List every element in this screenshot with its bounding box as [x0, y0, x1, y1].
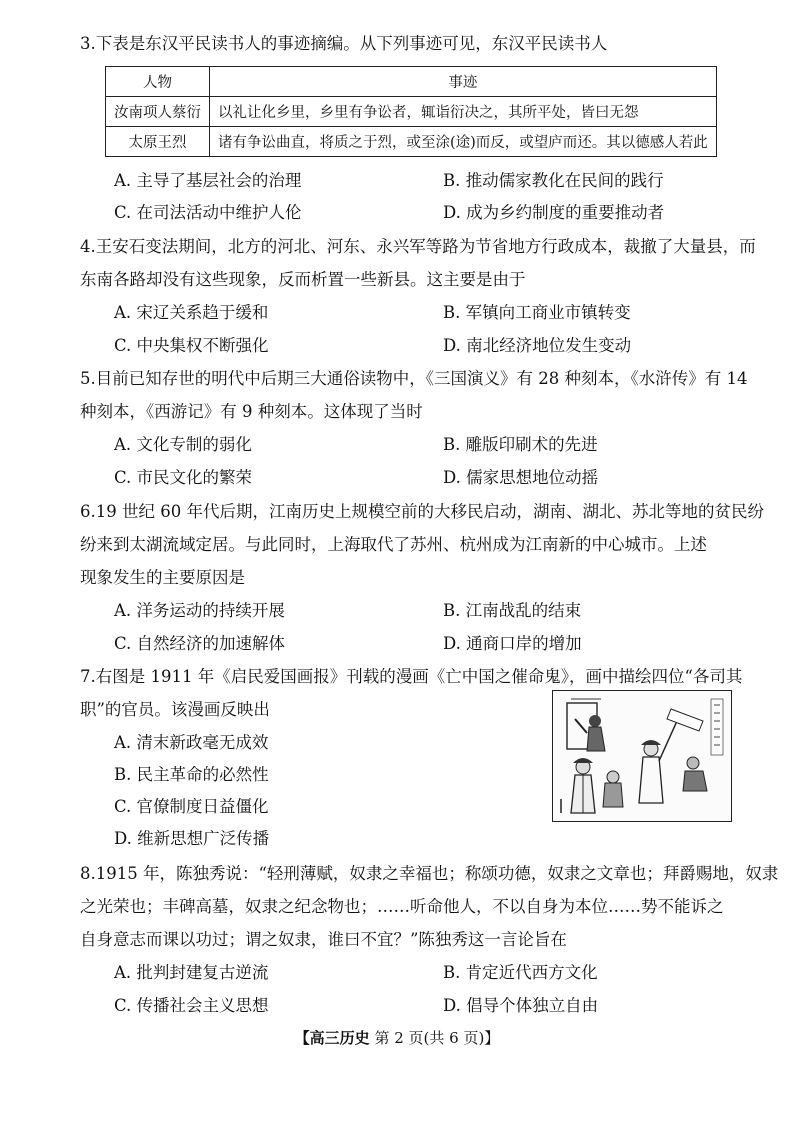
q8-option-c[interactable]: C. 传播社会主义思想	[114, 996, 269, 1015]
q6-option-b[interactable]: B. 江南战乱的结束	[443, 601, 582, 620]
table-cell-person: 汝南项人蔡衍	[106, 97, 210, 127]
footer-subject: 【高三历史	[294, 1029, 370, 1047]
footer-page-number: 第 2 页(共 6 页)】	[374, 1029, 500, 1047]
q7-option-c[interactable]: C. 官僚制度日益僵化	[114, 797, 269, 816]
cartoon-drawing	[553, 691, 731, 821]
q4-option-a[interactable]: A. 宋辽关系趋于缓和	[114, 303, 269, 322]
question-6-stem-line: 6.19 世纪 60 年代后期，江南历史上规模空前的大移民启动，湖南、湖北、苏北等地的贫民纷	[80, 502, 764, 521]
question-8-stem-line: 8.1915 年，陈独秀说：“轻刑薄赋，奴隶之幸福也；称颂功德，奴隶之文章也；拜爵赐地，奴隶	[80, 864, 779, 883]
q7-option-a[interactable]: A. 清末新政毫无成效	[114, 733, 269, 752]
q3-option-d[interactable]: D. 成为乡约制度的重要推动者	[443, 203, 665, 222]
q5-option-b[interactable]: B. 雕版印刷术的先进	[443, 435, 598, 454]
table-cell-person: 太原王烈	[106, 127, 210, 157]
question-4-stem-line: 4.王安石变法期间，北方的河北、河东、永兴军等路为节省地方行政成本，裁撤了大量县，而	[80, 237, 756, 256]
page-footer	[0, 1027, 794, 1048]
q8-option-a[interactable]: A. 批判封建复古逆流	[114, 963, 269, 982]
q5-option-d[interactable]: D. 儒家思想地位动摇	[443, 468, 599, 487]
table-row	[106, 127, 717, 157]
question-6-stem-line: 纷来到太湖流域定居。与此同时，上海取代了苏州、杭州成为江南新的中心城市。上述	[80, 535, 707, 554]
q3-option-a[interactable]: A. 主导了基层社会的治理	[114, 171, 302, 190]
question-5-stem-line: 种刻本，《西游记》有 9 种刻本。这体现了当时	[80, 402, 423, 421]
q4-option-c[interactable]: C. 中央集权不断强化	[114, 336, 269, 355]
table-header-person: 人物	[106, 67, 210, 97]
question-8-stem-line: 之光荣也；丰碑高墓，奴隶之纪念物也；……听命他人，不以自身为本位……势不能诉之	[80, 897, 724, 916]
table-cell-deeds: 诸有争讼曲直，将质之于烈，或至涂(途)而反，或望庐而还。其以德感人若此	[210, 127, 717, 157]
table-row	[106, 97, 717, 127]
table-header-deeds: 事迹	[210, 67, 717, 97]
q8-option-b[interactable]: B. 肯定近代西方文化	[443, 963, 598, 982]
cartoon-image	[552, 690, 732, 822]
question-7-stem-line: 职”的官员。该漫画反映出	[80, 700, 270, 719]
q5-option-a[interactable]: A. 文化专制的弱化	[114, 435, 252, 454]
question-8-stem-line: 自身意志而课以功过；谓之奴隶，谁曰不宜？”陈独秀这一言论旨在	[80, 930, 567, 949]
question-5-stem-line: 5.目前已知存世的明代中后期三大通俗读物中，《三国演义》有 28 种刻本，《水浒传》有 14	[80, 369, 748, 388]
question-3-stem: 3.下表是东汉平民读书人的事迹摘编。从下列事迹可见，东汉平民读书人	[80, 34, 608, 53]
q6-option-a[interactable]: A. 洋务运动的持续开展	[114, 601, 285, 620]
deeds-table	[105, 66, 717, 157]
q3-option-c[interactable]: C. 在司法活动中维护人伦	[114, 203, 302, 222]
q7-option-b[interactable]: B. 民主革命的必然性	[114, 765, 269, 784]
question-6-stem-line: 现象发生的主要原因是	[80, 568, 245, 587]
q3-option-b[interactable]: B. 推动儒家教化在民间的践行	[443, 171, 664, 190]
q8-option-d[interactable]: D. 倡导个体独立自由	[443, 996, 599, 1015]
table-header-row	[106, 67, 717, 97]
q6-option-d[interactable]: D. 通商口岸的增加	[443, 634, 582, 653]
q6-option-c[interactable]: C. 自然经济的加速解体	[114, 634, 286, 653]
q4-option-b[interactable]: B. 军镇向工商业市镇转变	[443, 303, 631, 322]
question-7-stem-line: 7.右图是 1911 年《启民爱国画报》刊载的漫画《亡中国之催命鬼》，画中描绘四位“各司其	[80, 667, 743, 686]
q5-option-c[interactable]: C. 市民文化的繁荣	[114, 468, 253, 487]
q7-option-d[interactable]: D. 维新思想广泛传播	[114, 829, 270, 848]
question-4-stem-line: 东南各路却没有这些现象，反而析置一些新县。这主要是由于	[80, 270, 526, 289]
table-cell-deeds: 以礼让化乡里，乡里有争讼者，辄诣衍决之，其所平处，皆曰无怨	[210, 97, 717, 127]
q4-option-d[interactable]: D. 南北经济地位发生变动	[443, 336, 632, 355]
